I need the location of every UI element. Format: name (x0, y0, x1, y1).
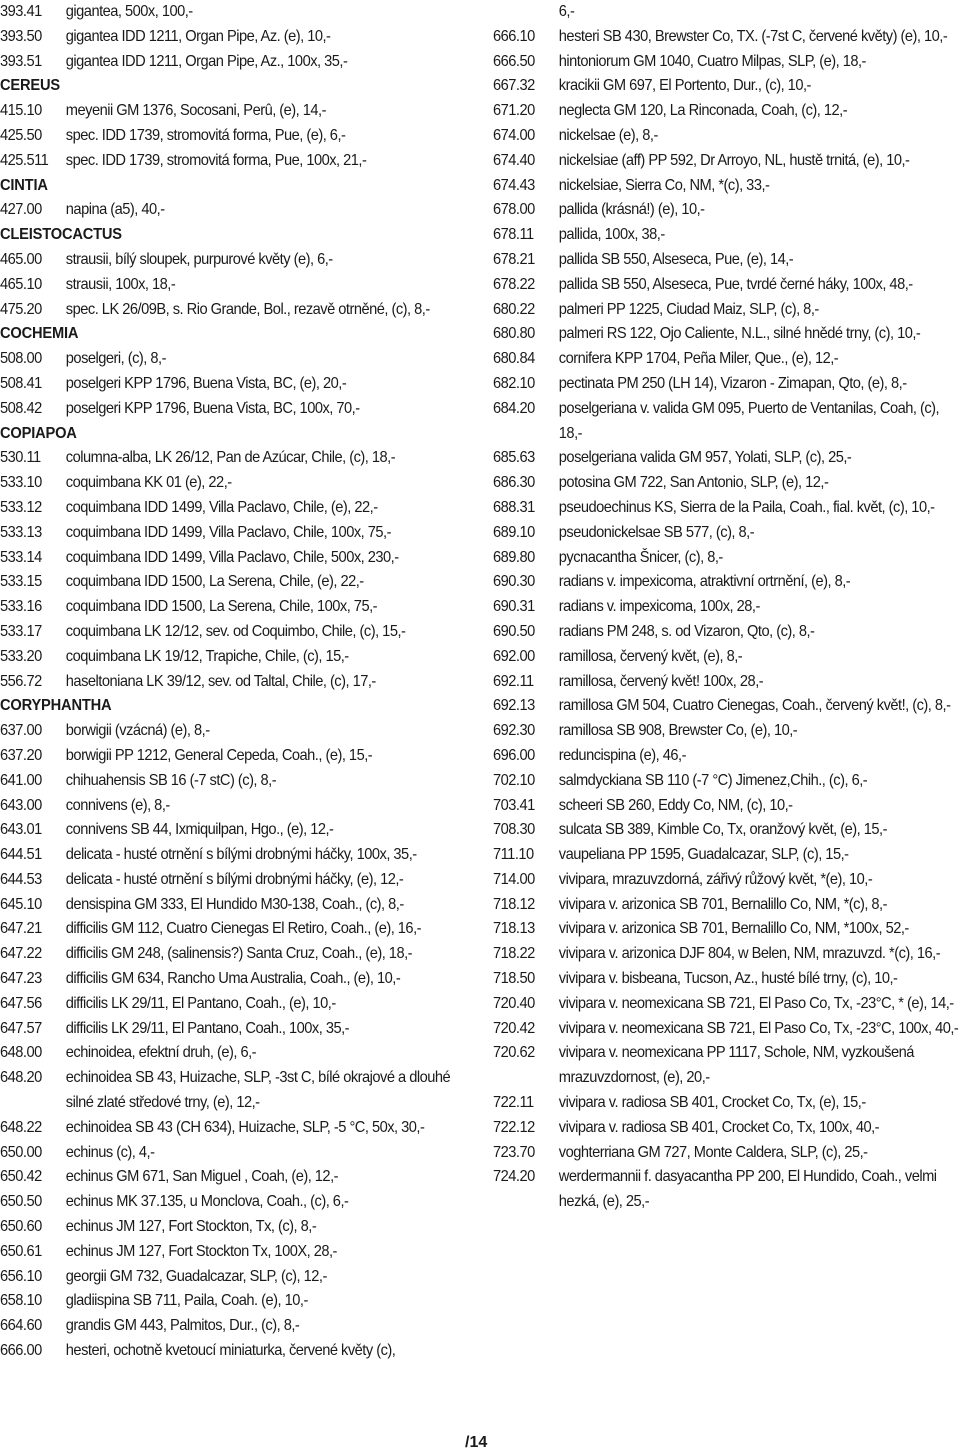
catalog-entry (0, 1041, 468, 1066)
catalog-entry (0, 719, 468, 744)
entry-description: echinus JM 127, Fort Stockton, Tx, (c), 8,- (65, 1218, 317, 1236)
entry-code: 648.00 (0, 1044, 42, 1062)
entry-code: 425.50 (0, 126, 42, 144)
catalog-entry (493, 868, 958, 893)
catalog-entry (493, 248, 958, 273)
entry-code: 680.22 (493, 300, 535, 318)
entry-code: 720.40 (493, 994, 535, 1012)
entry-description: hintoniorum GM 1040, Cuatro Milpas, SLP, (e), 18,- (558, 52, 866, 70)
entry-code: 703.41 (493, 796, 535, 814)
entry-description: meyenii GM 1376, Socosani, Perû, (e), 14,- (65, 102, 326, 120)
entry-code: 647.56 (0, 994, 42, 1012)
entry-code: 533.20 (0, 647, 42, 665)
catalog-entry (493, 942, 958, 967)
entry-description: echinus MK 37.135, u Monclova, Coah., (c), 6,- (65, 1193, 349, 1211)
catalog-entry (0, 248, 468, 273)
catalog-entry (0, 992, 468, 1017)
entry-code: 427.00 (0, 201, 42, 219)
entry-description: difficilis GM 112, Cuatro Cienegas El Retiro, Coah., (e), 16,- (65, 920, 422, 938)
entry-description: difficilis LK 29/11, El Pantano, Coah., 100x, 35,- (65, 1019, 350, 1037)
entry-description: borwigii (vzácná) (e), 8,- (65, 722, 210, 740)
entry-description: echinus (c), 4,- (65, 1143, 155, 1161)
entry-description: ramillosa GM 504, Cuatro Cienegas, Coah., červený květ!, (c), 8,- (558, 697, 951, 715)
catalog-entry (493, 1041, 958, 1091)
catalog-entry (0, 670, 468, 695)
catalog-entry (493, 917, 958, 942)
entry-code: 643.00 (0, 796, 42, 814)
entry-description: cornifera KPP 1704, Peña Miler, Que., (e), 12,- (558, 350, 839, 368)
entry-description: vivipara v. arizonica SB 701, Bernalillo Co, NM, *100x, 52,- (558, 920, 909, 938)
genus-heading: CORYPHANTHA (0, 697, 112, 715)
entry-code: 533.13 (0, 523, 42, 541)
entry-code: 658.10 (0, 1292, 42, 1310)
entry-code: 647.21 (0, 920, 42, 938)
entry-description: difficilis LK 29/11, El Pantano, Coah., (e), 10,- (65, 994, 336, 1012)
catalog-entry (0, 149, 468, 174)
entry-code: 678.22 (493, 275, 535, 293)
catalog-entry (493, 50, 958, 75)
entry-description: hesteri SB 430, Brewster Co, TX. (-7st C, červené květy) (e), 10,- (558, 27, 948, 45)
entry-description: echinoidea SB 43 (CH 634), Huizache, SLP, -5 °C, 50x, 30,- (65, 1118, 425, 1136)
entry-description: coquimbana KK 01 (e), 22,- (65, 474, 232, 492)
entry-code: 674.43 (493, 176, 535, 194)
entry-description: vivipara v. arizonica SB 701, Bernalillo Co, NM, *(c), 8,- (558, 895, 887, 913)
catalog-column-right (493, 0, 960, 1215)
entry-code: 425.511 (0, 151, 49, 169)
genus-heading: COCHEMIA (0, 325, 79, 343)
entry-code: 666.50 (493, 52, 535, 70)
catalog-entry (0, 570, 468, 595)
entry-code: 688.31 (493, 498, 535, 516)
entry-code: 648.20 (0, 1069, 42, 1087)
catalog-entry (493, 818, 958, 843)
entry-code: 647.23 (0, 970, 42, 988)
entry-code: 671.20 (493, 102, 535, 120)
entry-description: georgii GM 732, Guadalcazar, SLP, (c), 12,- (65, 1267, 327, 1285)
entry-description: echinoidea, efektní druh, (e), 6,- (65, 1044, 257, 1062)
entry-description: haseltoniana LK 39/12, sev. od Taltal, Chile, (c), 17,- (65, 672, 376, 690)
entry-code: 689.10 (493, 523, 535, 541)
catalog-entry (0, 198, 468, 223)
entry-code: 702.10 (493, 771, 535, 789)
catalog-entry (493, 1017, 958, 1042)
entry-code: 690.50 (493, 622, 535, 640)
catalog-entry (0, 298, 468, 323)
entry-code: 708.30 (493, 821, 535, 839)
entry-code: 678.11 (493, 226, 534, 244)
entry-description: pectinata PM 250 (LH 14), Vizaron - Zimapan, Qto, (e), 8,- (558, 374, 907, 392)
entry-code: 692.30 (493, 722, 535, 740)
catalog-entry (493, 1091, 958, 1116)
entry-code: 650.61 (0, 1242, 42, 1260)
entry-description: chihuahensis SB 16 (-7 stC) (c), 8,- (65, 771, 277, 789)
entry-code: 718.13 (493, 920, 535, 938)
catalog-entry (493, 372, 958, 397)
catalog-entry (0, 818, 468, 843)
catalog-entry (0, 496, 468, 521)
page-number: /14 (465, 1434, 488, 1451)
entry-code: 415.10 (0, 102, 42, 120)
entry-code: 680.80 (493, 325, 535, 343)
catalog-entry (493, 74, 958, 99)
catalog-entry (493, 298, 958, 323)
entry-code: 724.20 (493, 1168, 535, 1186)
entry-code: 684.20 (493, 399, 535, 417)
entry-description: connivens (e), 8,- (65, 796, 170, 814)
entry-code: 533.10 (0, 474, 42, 492)
entry-description: nickelsae (e), 8,- (558, 126, 658, 144)
entry-code: 641.00 (0, 771, 42, 789)
entry-code: 686.30 (493, 474, 535, 492)
catalog-entry (0, 868, 468, 893)
catalog-entry (0, 942, 468, 967)
catalog-entry (493, 595, 958, 620)
entry-description: coquimbana IDD 1500, La Serena, Chile, (e), 22,- (65, 573, 364, 591)
genus-heading: CINTIA (0, 176, 48, 194)
catalog-entry (0, 843, 468, 868)
entry-code: 533.12 (0, 498, 42, 516)
catalog-entry (0, 50, 468, 75)
entry-description: difficilis GM 634, Rancho Uma Australia, Coah., (e), 10,- (65, 970, 401, 988)
catalog-entry (0, 620, 468, 645)
entry-code: 692.11 (493, 672, 534, 690)
entry-description: poselgeri KPP 1796, Buena Vista, BC, 100x, 70,- (65, 399, 360, 417)
entry-description: poselgeriana valida GM 957, Yolati, SLP, (c), 25,- (558, 449, 852, 467)
entry-code: 644.51 (0, 846, 42, 864)
entry-description: vivipara, mrazuvzdorná, zářivý růžový květ, *(e), 10,- (558, 870, 873, 888)
entry-description: sulcata SB 389, Kimble Co, Tx, oranžový květ, (e), 15,- (558, 821, 887, 839)
entry-description: pseudonickelsae SB 577, (c), 8,- (558, 523, 755, 541)
catalog-entry (493, 25, 958, 50)
entry-description: gladiispina SB 711, Paila, Coah. (e), 10,- (65, 1292, 308, 1310)
entry-description: vivipara v. bisbeana, Tucson, Az., husté bílé trny, (c), 10,- (558, 970, 898, 988)
catalog-entry (0, 347, 468, 372)
catalog-entry (0, 1017, 468, 1042)
entry-code: 720.62 (493, 1044, 535, 1062)
entry-description: palmeri RS 122, Ojo Caliente, N.L., silné hnědé trny, (c), 10,- (558, 325, 921, 343)
catalog-entry (0, 124, 468, 149)
entry-description: radians v. impexicoma, 100x, 28,- (558, 598, 760, 616)
catalog-entry (0, 744, 468, 769)
entry-code: 508.42 (0, 399, 42, 417)
entry-description: echinus JM 127, Fort Stockton Tx, 100X, 28,- (65, 1242, 337, 1260)
entry-code: 650.42 (0, 1168, 42, 1186)
catalog-entry (493, 570, 958, 595)
entry-description: gigantea IDD 1211, Organ Pipe, Az. (e), 10,- (65, 27, 331, 45)
entry-description: vivipara v. radiosa SB 401, Crocket Co, Tx, (e), 15,- (558, 1094, 866, 1112)
entry-description: delicata - husté otrnění s bílými drobnými háčky, 100x, 35,- (65, 846, 417, 864)
entry-description: echinus GM 671, San Miguel , Coah, (e), 12,- (65, 1168, 339, 1186)
catalog-entry (493, 521, 958, 546)
entry-code: 718.22 (493, 945, 535, 963)
entry-description: neglecta GM 120, La Rinconada, Coah, (c), 12,- (558, 102, 848, 120)
entry-code: 533.15 (0, 573, 42, 591)
genus-heading: CEREUS (0, 77, 60, 95)
entry-description: echinoidea SB 43, Huizache, SLP, -3st C, bílé okrajové a dlouhé silné zlaté středové trny, (e), 12,- (65, 1069, 451, 1112)
catalog-entry (493, 893, 958, 918)
entry-code: 650.60 (0, 1218, 42, 1236)
catalog-entry (493, 744, 958, 769)
entry-description: poselgeri, (c), 8,- (65, 350, 166, 368)
entry-description: ramillosa SB 908, Brewster Co, (e), 10,- (558, 722, 798, 740)
catalog-entry (493, 496, 958, 521)
entry-description: voghterriana GM 727, Monte Caldera, SLP, (c), 25,- (558, 1143, 868, 1161)
catalog-entry (0, 1141, 468, 1166)
catalog-entry (0, 1314, 468, 1339)
entry-description: coquimbana IDD 1500, La Serena, Chile, 100x, 75,- (65, 598, 377, 616)
entry-description: vivipara v. arizonica DJF 804, w Belen, NM, mrazuvzd. *(c), 16,- (558, 945, 941, 963)
entry-code: 647.22 (0, 945, 42, 963)
catalog-entry (0, 1190, 468, 1215)
entry-code: 393.51 (0, 52, 42, 70)
catalog-entry (493, 99, 958, 124)
catalog-entry (0, 372, 468, 397)
catalog-entry (493, 446, 958, 471)
entry-description: coquimbana IDD 1499, Villa Paclavo, Chile, 100x, 75,- (65, 523, 391, 541)
catalog-entry (493, 769, 958, 794)
entry-code: 720.42 (493, 1019, 535, 1037)
catalog-entry (493, 967, 958, 992)
catalog-entry (493, 223, 958, 248)
entry-description: delicata - husté otrnění s bílými drobnými háčky, (e), 12,- (65, 870, 404, 888)
entry-description: potosina GM 722, San Antonio, SLP, (e), 12,- (558, 474, 829, 492)
entry-code: 674.00 (493, 126, 535, 144)
catalog-entry (0, 1066, 468, 1116)
entry-code: 393.41 (0, 3, 42, 20)
entry-description: salmdyckiana SB 110 (-7 °C) Jimenez,Chih., (c), 6,- (558, 771, 868, 789)
entry-code: 682.10 (493, 374, 535, 392)
catalog-entry (493, 198, 958, 223)
entry-code: 714.00 (493, 870, 535, 888)
entry-code: 647.57 (0, 1019, 42, 1037)
entry-description: coquimbana IDD 1499, Villa Paclavo, Chile, 500x, 230,- (65, 548, 399, 566)
catalog-entry (0, 1116, 468, 1141)
catalog-entry (493, 471, 958, 496)
entry-code: 667.32 (493, 77, 535, 95)
entry-description: vaupeliana PP 1595, Guadalcazar, SLP, (c), 15,- (558, 846, 849, 864)
catalog-entry (0, 1265, 468, 1290)
entry-code: 722.11 (493, 1094, 534, 1112)
catalog-entry (0, 521, 468, 546)
catalog-entry (493, 620, 958, 645)
entry-code: 650.00 (0, 1143, 42, 1161)
entry-code: 475.20 (0, 300, 42, 318)
entry-description: coquimbana LK 19/12, Trapiche, Chile, (c), 15,- (65, 647, 349, 665)
entry-code: 692.13 (493, 697, 535, 715)
catalog-entry (493, 694, 958, 719)
catalog-entry (0, 1289, 468, 1314)
entry-description: borwigii PP 1212, General Cepeda, Coah., (e), 15,- (65, 746, 373, 764)
catalog-entry (0, 0, 468, 25)
entry-description: pallida (krásná!) (e), 10,- (558, 201, 705, 219)
entry-description: vivipara v. radiosa SB 401, Crocket Co, Tx, 100x, 40,- (558, 1118, 880, 1136)
entry-description: spec. IDD 1739, stromovitá forma, Pue, (e), 6,- (65, 126, 346, 144)
catalog-entry (493, 322, 958, 347)
catalog-entry (0, 397, 468, 422)
entry-description: radians PM 248, s. od Vizaron, Qto, (c), 8,- (558, 622, 815, 640)
entry-description: reduncispina (e), 46,- (558, 746, 686, 764)
catalog-entry (0, 893, 468, 918)
entry-description: kracikii GM 697, El Portento, Dur., (c), 10,- (558, 77, 811, 95)
catalog-entry (0, 471, 468, 496)
entry-description: vivipara v. neomexicana SB 721, El Paso Co, Tx, -23°C, * (e), 14,- (558, 994, 954, 1012)
entry-description: pseudoechinus KS, Sierra de la Paila, Coah., fial. květ, (c), 10,- (558, 498, 935, 516)
entry-description: spec. IDD 1739, stromovitá forma, Pue, 100x, 21,- (65, 151, 367, 169)
entry-description: napina (a5), 40,- (65, 201, 165, 219)
entry-code: 643.01 (0, 821, 42, 839)
entry-description: scheeri SB 260, Eddy Co, NM, (c), 10,- (558, 796, 793, 814)
catalog-entry (0, 769, 468, 794)
catalog-entry (0, 917, 468, 942)
catalog-entry (493, 174, 958, 199)
genus-heading: COPIAPOA (0, 424, 77, 442)
catalog-entry (493, 546, 958, 571)
catalog-entry (493, 0, 958, 25)
entry-description: ramillosa, červený květ, (e), 8,- (558, 647, 743, 665)
entry-description: palmeri PP 1225, Ciudad Maiz, SLP, (c), 8,- (558, 300, 819, 318)
entry-description: ramillosa, červený květ! 100x, 28,- (558, 672, 764, 690)
catalog-entry (493, 149, 958, 174)
entry-code: 723.70 (493, 1143, 535, 1161)
entry-code: 393.50 (0, 27, 42, 45)
entry-code: 530.11 (0, 449, 41, 467)
catalog-entry (493, 273, 958, 298)
catalog-entry (0, 794, 468, 819)
entry-description: grandis GM 443, Palmitos, Dur., (c), 8,- (65, 1317, 300, 1335)
catalog-entry (0, 25, 468, 50)
entry-code: 711.10 (493, 846, 534, 864)
catalog-entry (493, 124, 958, 149)
entry-description: poselgeri KPP 1796, Buena Vista, BC, (e), 20,- (65, 374, 347, 392)
catalog-entry (493, 992, 958, 1017)
entry-description: 6,- (558, 3, 575, 20)
entry-code: 656.10 (0, 1267, 42, 1285)
entry-description: radians v. impexicoma, atraktivní ortrnění, (e), 8,- (558, 573, 851, 591)
entry-code: 680.84 (493, 350, 535, 368)
entry-code: 508.41 (0, 374, 42, 392)
entry-code: 644.53 (0, 870, 42, 888)
entry-code: 692.00 (493, 647, 535, 665)
entry-description: vivipara v. neomexicana PP 1117, Schole, NM, vyzkoušená mrazuvzdornost, (e), 20,- (558, 1044, 914, 1087)
entry-code: 465.00 (0, 250, 42, 268)
entry-description: gigantea, 500x, 100,- (65, 3, 193, 20)
catalog-entry (0, 1339, 468, 1364)
entry-description: nickelsiae (aff) PP 592, Dr Arroyo, NL, hustě trnitá, (e), 10,- (558, 151, 910, 169)
entry-code: 648.22 (0, 1118, 42, 1136)
entry-description: densispina GM 333, El Hundido M30-138, Coah., (c), 8,- (65, 895, 404, 913)
entry-code: 718.12 (493, 895, 535, 913)
catalog-entry (0, 546, 468, 571)
catalog-entry (493, 1116, 958, 1141)
entry-description: columna-alba, LK 26/12, Pan de Azúcar, Chile, (c), 18,- (65, 449, 396, 467)
entry-code: 533.16 (0, 598, 42, 616)
catalog-column-left (0, 0, 470, 1364)
entry-code: 645.10 (0, 895, 42, 913)
entry-code: 666.10 (493, 27, 535, 45)
entry-description: pycnacantha Šnicer, (c), 8,- (558, 548, 723, 566)
catalog-entry (493, 397, 958, 447)
genus-heading: CLEISTOCACTUS (0, 226, 122, 244)
entry-description: coquimbana IDD 1499, Villa Paclavo, Chile, (e), 22,- (65, 498, 378, 516)
entry-code: 685.63 (493, 449, 535, 467)
catalog-entry (0, 99, 468, 124)
catalog-entry (493, 1141, 958, 1166)
catalog-entry (0, 1165, 468, 1190)
entry-code: 666.00 (0, 1342, 42, 1360)
catalog-entry (0, 1240, 468, 1265)
entry-description: vivipara v. neomexicana SB 721, El Paso Co, Tx, -23°C, 100x, 40,- (558, 1019, 959, 1037)
entry-description: poselgeriana v. valida GM 095, Puerto de Ventanilas, Coah, (c), 18,- (558, 399, 940, 442)
entry-description: pallida SB 550, Alseseca, Pue, tvrdé černé háky, 100x, 48,- (558, 275, 913, 293)
catalog-entry (0, 595, 468, 620)
catalog-entry (0, 645, 468, 670)
entry-code: 650.50 (0, 1193, 42, 1211)
entry-code: 465.10 (0, 275, 42, 293)
entry-code: 722.12 (493, 1118, 535, 1136)
entry-code: 508.00 (0, 350, 42, 368)
entry-code: 556.72 (0, 672, 42, 690)
entry-description: pallida SB 550, Alseseca, Pue, (e), 14,- (558, 250, 794, 268)
entry-description: spec. LK 26/09B, s. Rio Grande, Bol., rezavě otrněné, (c), 8,- (65, 300, 430, 318)
catalog-entry (493, 670, 958, 695)
entry-description: difficilis GM 248, (salinensis?) Santa Cruz, Coah., (e), 18,- (65, 945, 412, 963)
entry-code: 533.17 (0, 622, 42, 640)
entry-code: 689.80 (493, 548, 535, 566)
entry-description: hesteri, ochotně kvetoucí miniaturka, červené květy (c), (65, 1342, 396, 1360)
catalog-entry (493, 719, 958, 744)
entry-description: pallida, 100x, 38,- (558, 226, 665, 244)
entry-code: 533.14 (0, 548, 42, 566)
catalog-entry (493, 347, 958, 372)
entry-code: 637.00 (0, 722, 42, 740)
catalog-entry (493, 645, 958, 670)
entry-code: 690.31 (493, 598, 535, 616)
entry-code: 696.00 (493, 746, 535, 764)
catalog-entry (493, 1165, 958, 1215)
catalog-entry (493, 843, 958, 868)
entry-description: werdermannii f. dasyacantha PP 200, El Hundido, Coah., velmi hezká, (e), 25,- (558, 1168, 937, 1211)
entry-description: strausii, bílý sloupek, purpurové květy (e), 6,- (65, 250, 333, 268)
entry-code: 678.21 (493, 250, 535, 268)
entry-code: 678.00 (493, 201, 535, 219)
catalog-entry (0, 967, 468, 992)
entry-code: 664.60 (0, 1317, 42, 1335)
entry-description: coquimbana LK 12/12, sev. od Coquimbo, Chile, (c), 15,- (65, 622, 406, 640)
entry-code: 674.40 (493, 151, 535, 169)
entry-code: 718.50 (493, 970, 535, 988)
entry-description: nickelsiae, Sierra Co, NM, *(c), 33,- (558, 176, 770, 194)
catalog-entry (0, 1215, 468, 1240)
catalog-entry (493, 794, 958, 819)
entry-description: connivens SB 44, Ixmiquilpan, Hgo., (e), 12,- (65, 821, 334, 839)
entry-description: gigantea IDD 1211, Organ Pipe, Az., 100x, 35,- (65, 52, 348, 70)
entry-code: 690.30 (493, 573, 535, 591)
catalog-entry (0, 273, 468, 298)
entry-code: 637.20 (0, 746, 42, 764)
catalog-entry (0, 446, 468, 471)
entry-description: strausii, 100x, 18,- (65, 275, 176, 293)
